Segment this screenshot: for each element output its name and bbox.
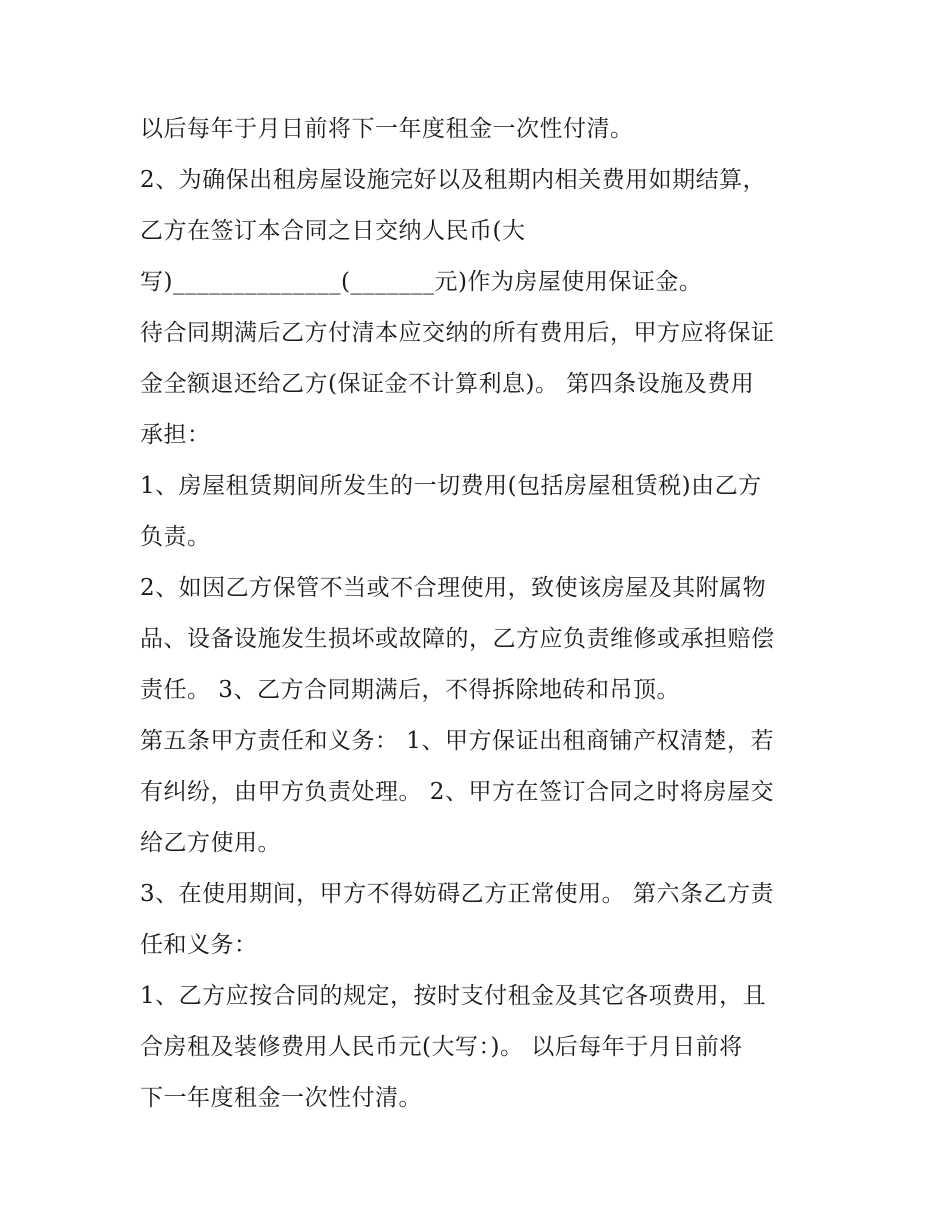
text-line-17: 任和义务： [140,932,258,958]
text-line-1: 以后每年于月日前将下一年度租金一次性付清。 [140,116,634,142]
text-line-7: 承担： [140,422,211,448]
text-line-4: 写)______________(_______元)作为房屋使用保证金。 [140,269,703,295]
text-line-10: 2、如因乙方保管不当或不合理使用，致使该房屋及其附属物 [140,575,767,601]
text-line-3: 乙方在签订本合同之日交纳人民币(大 [140,218,526,244]
text-line-12: 责任。 3、乙方合同期满后，不得拆除地砖和吊顶。 [140,677,680,703]
text-line-16: 3、在使用期间，甲方不得妨碍乙方正常使用。 第六条乙方责 [140,881,774,907]
text-line-11: 品、设备设施发生损坏或故障的，乙方应负责维修或承担赔偿 [140,626,775,652]
text-line-6: 金全额退还给乙方(保证金不计算利息)。 第四条设施及费用 [140,371,755,397]
text-line-18: 1、乙方应按合同的规定，按时支付租金及其它各项费用，且 [140,983,767,1009]
text-line-2: 2、为确保出租房屋设施完好以及租期内相关费用如期结算， [140,167,767,193]
text-line-15: 给乙方使用。 [140,830,281,856]
text-line-8: 1、房屋租赁期间所发生的一切费用(包括房屋租赁税)由乙方 [140,473,762,499]
text-line-20: 下一年度租金一次性付清。 [140,1085,422,1111]
text-line-13: 第五条甲方责任和义务： 1、甲方保证出租商铺产权清楚，若 [140,728,774,754]
text-line-5: 待合同期满后乙方付清本应交纳的所有费用后，甲方应将保证 [140,320,775,346]
text-line-19: 合房租及装修费用人民币元(大写：)。 以后每年于月日前将 [140,1034,743,1060]
text-line-14: 有纠纷，由甲方负责处理。 2、甲方在签订合同之时将房屋交 [140,779,774,805]
text-line-9: 负责。 [140,524,211,550]
